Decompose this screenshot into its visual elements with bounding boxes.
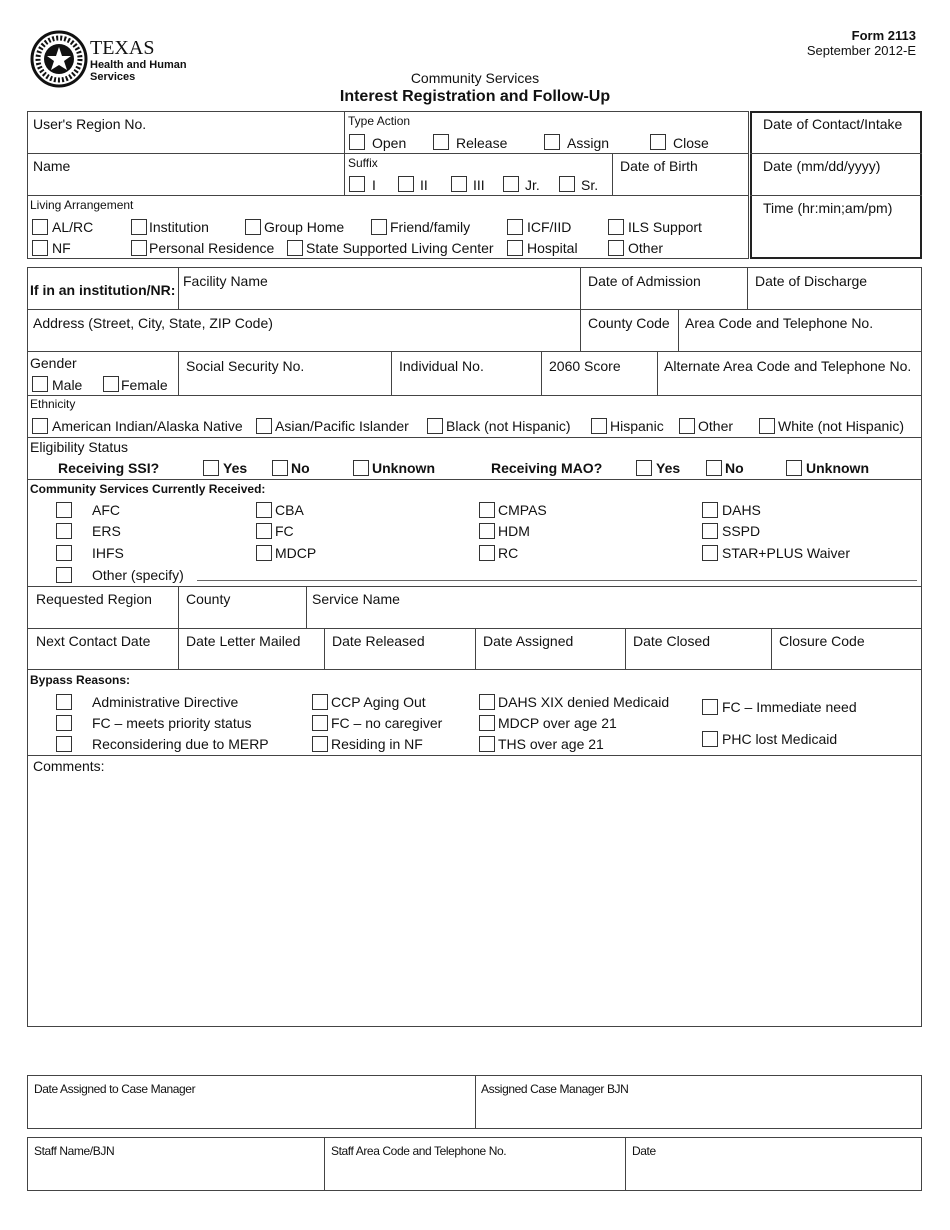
bypass-admin-directive-label: Administrative Directive (92, 694, 239, 710)
service-sspd-label: SSPD (722, 523, 761, 539)
type-action-open-checkbox[interactable] (349, 134, 365, 150)
service-hdm-checkbox[interactable] (479, 523, 495, 539)
suffix-i-label: I (372, 177, 376, 193)
date-assigned-label: Date Assigned (483, 633, 574, 649)
county-label: County (186, 591, 231, 607)
suffix-label: Suffix (348, 156, 378, 170)
service-fc-label: FC (275, 523, 294, 539)
mao-no-checkbox[interactable] (706, 460, 722, 476)
form-number: Form 2113 (851, 28, 916, 43)
dob-label: Date of Birth (620, 158, 698, 174)
living-institution-checkbox[interactable] (131, 219, 147, 235)
bypass-mdcp-over-21-label: MDCP over age 21 (498, 715, 617, 731)
living-icfiid-label: ICF/IID (527, 219, 572, 235)
ethnicity-other-label: Other (698, 418, 734, 434)
living-institution-label: Institution (149, 219, 209, 235)
individual-no-label: Individual No. (399, 358, 484, 374)
living-personal-residence-label: Personal Residence (149, 240, 275, 256)
suffix-jr-label: Jr. (525, 177, 540, 193)
service-hdm-label: HDM (498, 523, 530, 539)
gender-male-checkbox[interactable] (32, 376, 48, 392)
services-label: Community Services Currently Received: (30, 482, 266, 496)
bypass-ths-over-21-checkbox[interactable] (479, 736, 495, 752)
suffix-ii-label: II (420, 177, 428, 193)
type-action-assign-label: Assign (567, 135, 610, 151)
form-subtitle: Community Services (410, 70, 540, 86)
service-dahs-checkbox[interactable] (702, 502, 718, 518)
living-hospital-label: Hospital (527, 240, 578, 256)
service-starplus-label: STAR+PLUS Waiver (722, 545, 850, 561)
service-fc-checkbox[interactable] (256, 523, 272, 539)
type-action-assign-checkbox[interactable] (544, 134, 560, 150)
service-ers-label: ERS (92, 523, 121, 539)
suffix-sr-label: Sr. (581, 177, 599, 193)
gender-female-checkbox[interactable] (103, 376, 119, 392)
gender-male-label: Male (52, 377, 83, 393)
service-starplus-checkbox[interactable] (702, 545, 718, 561)
date-released-label: Date Released (332, 633, 425, 649)
living-group-home-label: Group Home (264, 219, 345, 235)
gender-label: Gender (30, 355, 77, 371)
ethnicity-hispanic-label: Hispanic (610, 418, 664, 434)
living-nf-label: NF (52, 240, 71, 256)
bypass-label: Bypass Reasons: (30, 673, 131, 687)
ethnicity-label: Ethnicity (30, 397, 76, 411)
comments-textarea[interactable] (28, 776, 921, 1026)
bypass-phc-lost-checkbox[interactable] (702, 731, 718, 747)
facility-name-label: Facility Name (183, 273, 268, 289)
bypass-fc-priority-checkbox[interactable] (56, 715, 72, 731)
living-ils-support-label: ILS Support (628, 219, 702, 235)
address-label: Address (Street, City, State, ZIP Code) (33, 315, 273, 331)
service-dahs-label: DAHS (722, 502, 761, 518)
service-rc-checkbox[interactable] (479, 545, 495, 561)
section-contact-date (750, 111, 922, 259)
type-action-release-label: Release (456, 135, 508, 151)
ssi-yes-label: Yes (223, 460, 248, 476)
county-code-label: County Code (588, 315, 670, 331)
suffix-iii-checkbox[interactable] (451, 176, 467, 192)
mao-yes-label: Yes (656, 460, 681, 476)
org-subname: Health and Human (90, 59, 187, 71)
bypass-merp-checkbox[interactable] (56, 736, 72, 752)
ssi-yes-checkbox[interactable] (203, 460, 219, 476)
footer-date-label: Date (632, 1144, 656, 1158)
service-ihfs-label: IHFS (92, 545, 124, 561)
comments-label: Comments: (33, 758, 105, 774)
service-mdcp-label: MDCP (275, 545, 317, 561)
name-label: Name (33, 158, 71, 174)
assigned-cm-bjn-label: Assigned Case Manager BJN (481, 1082, 629, 1096)
living-personal-residence-checkbox[interactable] (131, 240, 147, 256)
ethnicity-american-indian-label: American Indian/Alaska Native (52, 418, 243, 434)
living-group-home-checkbox[interactable] (245, 219, 261, 235)
mao-unknown-checkbox[interactable] (786, 460, 802, 476)
suffix-iii-label: III (473, 177, 485, 193)
ssi-unknown-checkbox[interactable] (353, 460, 369, 476)
type-action-close-checkbox[interactable] (650, 134, 666, 150)
mao-unknown-label: Unknown (806, 460, 869, 476)
type-action-label: Type Action (348, 114, 411, 128)
suffix-i-checkbox[interactable] (349, 176, 365, 192)
letter-mailed-label: Date Letter Mailed (186, 633, 301, 649)
form-date: September 2012-E (806, 43, 916, 58)
date-assigned-cm-label: Date Assigned to Case Manager (34, 1082, 196, 1096)
suffix-sr-checkbox[interactable] (559, 176, 575, 192)
ssi-unknown-label: Unknown (372, 460, 435, 476)
living-alrc-label: AL/RC (52, 219, 94, 235)
service-cba-checkbox[interactable] (256, 502, 272, 518)
requested-region-label: Requested Region (36, 591, 152, 607)
living-ils-support-checkbox[interactable] (608, 219, 624, 235)
bypass-fc-immediate-checkbox[interactable] (702, 699, 718, 715)
form-title: Interest Registration and Follow-Up (339, 88, 611, 105)
suffix-ii-checkbox[interactable] (398, 176, 414, 192)
org-subname-2: Services (90, 71, 136, 83)
region-label: User's Region No. (33, 116, 147, 132)
mao-no-label: No (725, 460, 744, 476)
ethnicity-white-label: White (not Hispanic) (778, 418, 905, 434)
bypass-residing-nf-checkbox[interactable] (312, 736, 328, 752)
suffix-jr-checkbox[interactable] (503, 176, 519, 192)
service-ihfs-checkbox[interactable] (56, 545, 72, 561)
service-other-label: Other (specify) (92, 567, 184, 583)
mao-label: Receiving MAO? (491, 460, 603, 476)
gender-female-label: Female (121, 377, 168, 393)
date-format-label: Date (mm/dd/yyyy) (763, 158, 881, 174)
date-closed-label: Date Closed (633, 633, 711, 649)
closure-code-label: Closure Code (779, 633, 865, 649)
living-friend-family-checkbox[interactable] (371, 219, 387, 235)
eligibility-label: Eligibility Status (30, 439, 129, 455)
ethnicity-black-label: Black (not Hispanic) (446, 418, 571, 434)
service-cmpas-label: CMPAS (498, 502, 547, 518)
next-contact-label: Next Contact Date (36, 633, 151, 649)
bypass-residing-nf-label: Residing in NF (331, 736, 423, 752)
bypass-ccp-aging-checkbox[interactable] (312, 694, 328, 710)
score-label: 2060 Score (549, 358, 621, 374)
bypass-admin-directive-checkbox[interactable] (56, 694, 72, 710)
ethnicity-black-checkbox[interactable] (427, 418, 443, 434)
bypass-ccp-aging-label: CCP Aging Out (331, 694, 426, 710)
service-sspd-checkbox[interactable] (702, 523, 718, 539)
time-label: Time (hr:min;am/pm) (763, 200, 893, 216)
ethnicity-other-checkbox[interactable] (679, 418, 695, 434)
bypass-mdcp-over-21-checkbox[interactable] (479, 715, 495, 731)
type-action-close-label: Close (673, 135, 709, 151)
living-other-label: Other (628, 240, 664, 256)
service-cba-label: CBA (275, 502, 304, 518)
living-nf-checkbox[interactable] (32, 240, 48, 256)
ethnicity-asian-checkbox[interactable] (256, 418, 272, 434)
institution-label: If in an institution/NR: (30, 282, 176, 298)
phone-label: Area Code and Telephone No. (685, 315, 874, 331)
ssn-label: Social Security No. (186, 358, 305, 374)
bypass-merp-label: Reconsidering due to MERP (92, 736, 269, 752)
ssi-no-checkbox[interactable] (272, 460, 288, 476)
ethnicity-hispanic-checkbox[interactable] (591, 418, 607, 434)
ethnicity-asian-label: Asian/Pacific Islander (275, 418, 409, 434)
section-identification (27, 111, 749, 259)
mao-yes-checkbox[interactable] (636, 460, 652, 476)
date-discharge-label: Date of Discharge (755, 273, 868, 289)
ethnicity-white-checkbox[interactable] (759, 418, 775, 434)
staff-name-label: Staff Name/BJN (34, 1144, 115, 1158)
service-ers-checkbox[interactable] (56, 523, 72, 539)
bypass-dahs-denied-label: DAHS XIX denied Medicaid (498, 694, 670, 710)
service-rc-label: RC (498, 545, 519, 561)
service-other-checkbox[interactable] (56, 567, 72, 583)
living-sslc-checkbox[interactable] (287, 240, 303, 256)
service-afc-label: AFC (92, 502, 120, 518)
bypass-fc-no-caregiver-label: FC – no caregiver (331, 715, 443, 731)
living-hospital-checkbox[interactable] (507, 240, 523, 256)
alt-phone-label: Alternate Area Code and Telephone No. (664, 358, 912, 374)
type-action-release-checkbox[interactable] (433, 134, 449, 150)
bypass-fc-priority-label: FC – meets priority status (92, 715, 252, 731)
org-name: TEXAS (90, 37, 155, 59)
service-mdcp-checkbox[interactable] (256, 545, 272, 561)
bypass-fc-immediate-label: FC – Immediate need (722, 699, 857, 715)
living-sslc-label: State Supported Living Center (306, 240, 494, 256)
type-action-open-label: Open (372, 135, 407, 151)
ssi-label: Receiving SSI? (58, 460, 160, 476)
service-other-input[interactable] (197, 580, 917, 581)
living-arrangement-label: Living Arrangement (30, 198, 134, 212)
bypass-dahs-denied-checkbox[interactable] (479, 694, 495, 710)
ssi-no-label: No (291, 460, 310, 476)
living-icfiid-checkbox[interactable] (507, 219, 523, 235)
ethnicity-american-indian-checkbox[interactable] (32, 418, 48, 434)
service-afc-checkbox[interactable] (56, 502, 72, 518)
bypass-phc-lost-label: PHC lost Medicaid (722, 731, 838, 747)
living-other-checkbox[interactable] (608, 240, 624, 256)
service-name-label: Service Name (312, 591, 400, 607)
service-cmpas-checkbox[interactable] (479, 502, 495, 518)
date-contact-label: Date of Contact/Intake (763, 116, 903, 132)
living-alrc-checkbox[interactable] (32, 219, 48, 235)
bypass-fc-no-caregiver-checkbox[interactable] (312, 715, 328, 731)
date-admission-label: Date of Admission (588, 273, 701, 289)
bypass-ths-over-21-label: THS over age 21 (498, 736, 604, 752)
staff-phone-label: Staff Area Code and Telephone No. (331, 1144, 507, 1158)
living-friend-family-label: Friend/family (390, 219, 471, 235)
